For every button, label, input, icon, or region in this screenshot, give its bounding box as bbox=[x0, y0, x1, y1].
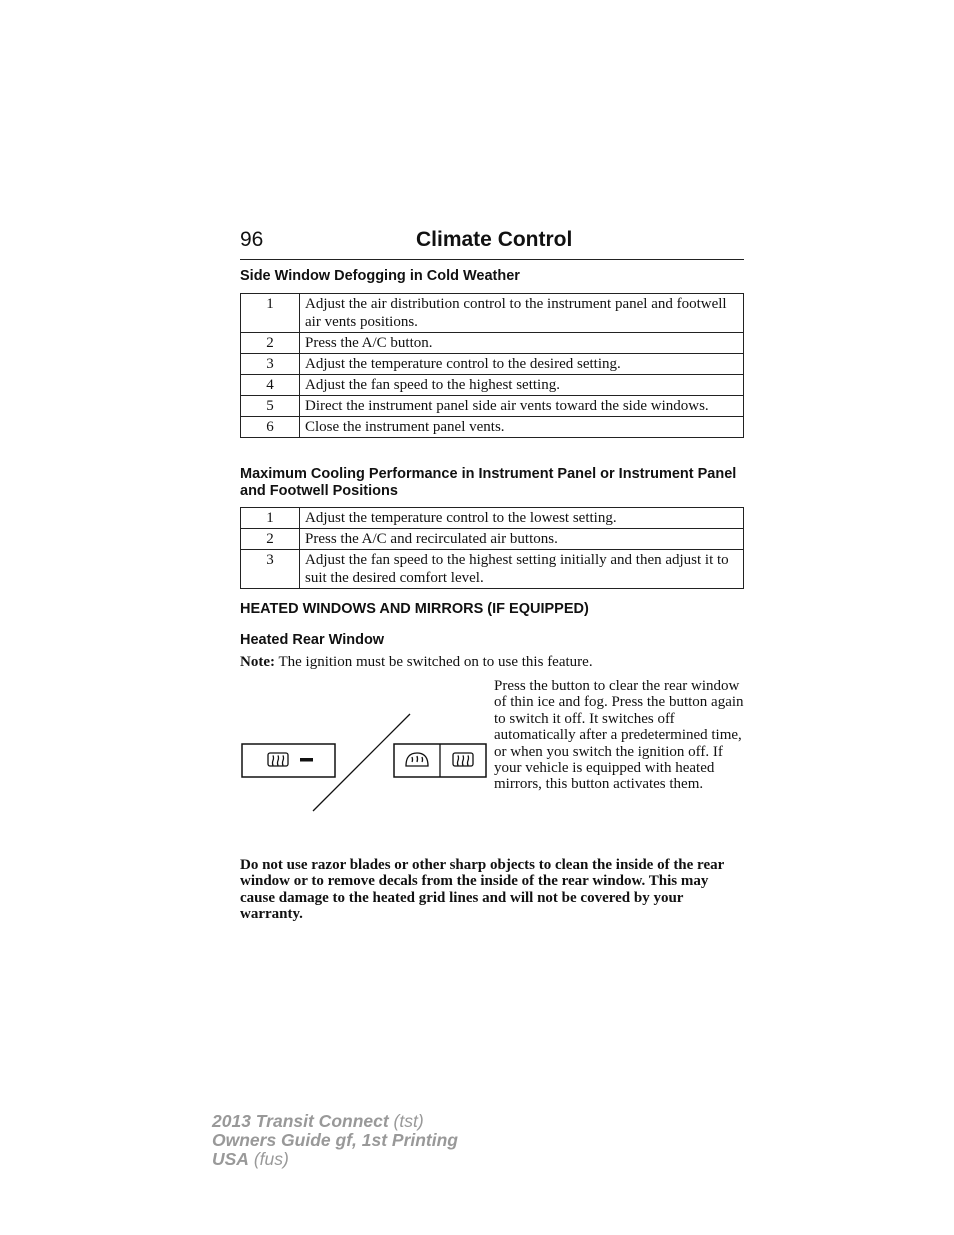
note bbox=[240, 654, 593, 671]
step-number: 5 bbox=[241, 396, 300, 417]
step-text: Adjust the air distribution control to the instrument panel and footwell air vents positions. bbox=[300, 294, 744, 333]
sub-heading-heated-rear-window: Heated Rear Window bbox=[240, 632, 385, 648]
step-number: 3 bbox=[241, 354, 300, 375]
step-text: Press the A/C button. bbox=[300, 333, 744, 354]
warning-text: Do not use razor blades or other sharp objects to clean the inside of the rear window or to remove decals from the inside of the rear window. This may cause damage to the heated grid lines and will not be covered by your warranty. bbox=[240, 857, 724, 923]
footer-line-2 bbox=[212, 1131, 458, 1150]
step-text: Adjust the fan speed to the highest setting. bbox=[300, 375, 744, 396]
step-text: Direct the instrument panel side air vents toward the side windows. bbox=[300, 396, 744, 417]
page-header bbox=[240, 228, 744, 260]
step-text: Adjust the temperature control to the lowest setting. bbox=[300, 508, 744, 529]
step-text: Press the A/C and recirculated air buttons. bbox=[300, 529, 744, 550]
footer-model: 2013 Transit Connect bbox=[212, 1111, 389, 1131]
side-window-defogging-steps-table bbox=[240, 293, 744, 438]
footer bbox=[212, 1112, 458, 1169]
footer-model-code: (tst) bbox=[388, 1111, 424, 1131]
table-row bbox=[241, 529, 744, 550]
step-number: 3 bbox=[241, 550, 300, 589]
indicator-light bbox=[300, 758, 313, 762]
heated-window-buttons-illustration bbox=[240, 712, 490, 814]
step-number: 1 bbox=[241, 294, 300, 333]
footer-line-1 bbox=[212, 1112, 458, 1131]
footer-guide: Owners Guide gf, 1st Printing bbox=[212, 1130, 458, 1150]
step-number: 2 bbox=[241, 333, 300, 354]
step-number: 1 bbox=[241, 508, 300, 529]
table-row bbox=[241, 396, 744, 417]
table-row bbox=[241, 354, 744, 375]
section-heading-heated-windows: HEATED WINDOWS AND MIRRORS (IF EQUIPPED) bbox=[240, 601, 589, 617]
table-row bbox=[241, 375, 744, 396]
table-row bbox=[241, 550, 744, 589]
step-number: 4 bbox=[241, 375, 300, 396]
step-text: Adjust the temperature control to the desired setting. bbox=[300, 354, 744, 375]
page-number: 96 bbox=[240, 228, 264, 251]
rear-defrost-icon bbox=[453, 753, 473, 766]
table-row bbox=[241, 294, 744, 333]
divider-line bbox=[313, 714, 410, 811]
note-text: The ignition must be switched on to use this feature. bbox=[274, 654, 593, 670]
step-number: 6 bbox=[241, 417, 300, 438]
step-number: 2 bbox=[241, 529, 300, 550]
step-text: Close the instrument panel vents. bbox=[300, 417, 744, 438]
note-label: Note: bbox=[240, 654, 275, 670]
footer-line-3 bbox=[212, 1150, 458, 1169]
step-text: Adjust the fan speed to the highest setting initially and then adjust it to suit the desired comfort level. bbox=[300, 550, 744, 589]
heated-rear-window-description: Press the button to clear the rear window of thin ice and fog. Press the button again to switch it off. It switches off automatically after a predetermined time, or when you switch the ignition off. If your vehicle is equipped with heated mirrors, this button activates them. bbox=[494, 678, 744, 793]
footer-region: USA bbox=[212, 1149, 249, 1169]
table-row bbox=[241, 333, 744, 354]
table-row bbox=[241, 417, 744, 438]
rear-defrost-icon bbox=[268, 753, 288, 766]
front-defrost-icon bbox=[406, 753, 428, 766]
section-heading-side-window-defogging: Side Window Defogging in Cold Weather bbox=[240, 268, 520, 284]
page-title: Climate Control bbox=[416, 228, 573, 251]
maximum-cooling-steps-table bbox=[240, 507, 744, 589]
footer-region-code: (fus) bbox=[248, 1149, 289, 1169]
section-heading-maximum-cooling: Maximum Cooling Performance in Instrument Panel or Instrument Panel and Footwell Positions bbox=[240, 466, 737, 499]
table-row bbox=[241, 508, 744, 529]
